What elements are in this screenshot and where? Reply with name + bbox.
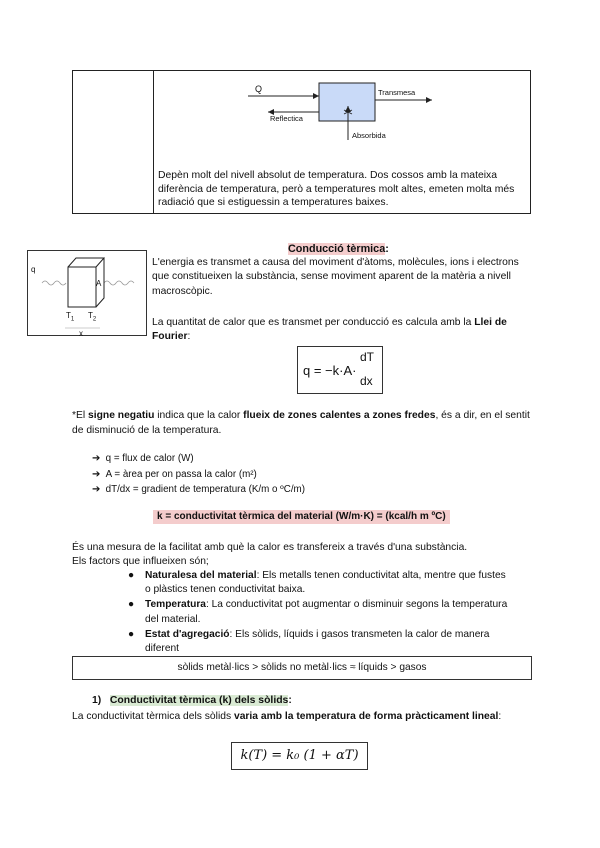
- k-definition: k = conductivitat tèrmica del material (W/m·K) = (kcal/h m ºC): [153, 510, 450, 524]
- conduction-q-label: q: [31, 265, 36, 274]
- list-item: ➔ A = àrea per on passa la calor (m²): [92, 468, 257, 480]
- fourier-paragraph: La quantitat de calor que es transmet per conducció es calcula amb la Llei de Fourier:: [152, 317, 507, 343]
- conduction-t2-label: $T_2$: [88, 311, 97, 323]
- list-item: ● Estat d'agregació: Els sòlids, líquids i gasos transmeten la calor de manera diferent: [128, 628, 490, 655]
- radiation-text: Depèn molt del nivell absolut de temperatura. Dos cossos amb la mateixa diferència de temperatura, però a temperatures molt altes, emeten molta més radiació que si estiguessin a temperatures baixes.: [158, 170, 515, 208]
- conduction-title-colon: :: [385, 243, 389, 255]
- conductivity-order: sòlids metàl·lics > sòlids no metàl·lics ≈ líquids > gasos: [177, 662, 427, 673]
- absorbed-label: Absorbida: [352, 131, 386, 140]
- q-label: Q: [255, 84, 263, 94]
- factors-intro: Els factors que influeixen són;: [72, 556, 209, 567]
- list-item: ● Temperatura: La conductivitat pot augmentar o disminuir segons la temperatura del material.: [128, 599, 508, 625]
- table-column-divider: [153, 71, 154, 213]
- transmitted-label: Transmesa: [378, 88, 416, 97]
- list-item: ➔ dT/dx = gradient de temperatura (K/m o ºC/m): [92, 484, 305, 495]
- conduction-area-label: A: [96, 279, 102, 288]
- section-1-heading: 1) Conductivitat tèrmica (k) dels sòlids:: [92, 695, 292, 706]
- formula-numerator: dT: [360, 350, 375, 364]
- fourier-formula: [297, 346, 383, 394]
- conduction-t1-label: $T_1$: [66, 311, 75, 323]
- negative-sign-note: *El signe negatiu indica que la calor flueix de zones calentes a zones fredes, és a dir, en el sentit de disminució de la temperatura.: [72, 410, 530, 436]
- measure-text: És una mesura de la facilitat amb què la calor es transfereix a través d'una substància.: [72, 542, 468, 553]
- conduction-intro: L'energia es transmet a causa del moviment d'àtoms, molècules, ions i electrons que constitueixen la substància, sense moviment aparent de la matèria a nivell macroscòpic.: [152, 257, 519, 297]
- conduction-title-text: Conducció tèrmica: [288, 243, 386, 255]
- conduction-title: [288, 243, 389, 255]
- solids-formula: k(T) = k₀ (1 + αT): [240, 748, 359, 763]
- solids-formula-box: [231, 742, 368, 770]
- list-item: ➔ q = flux de calor (W): [92, 453, 194, 464]
- formula-lhs: q = −k·A·: [303, 363, 357, 378]
- reflected-label: Reflectica: [270, 114, 303, 123]
- variable-list: [92, 451, 305, 498]
- formula-denominator: dx: [360, 374, 373, 388]
- list-item: ● Naturalesa del material: Els metalls tenen conductivitat alta, mentre que fustes o plàstics tenen conductivitat baixa.: [128, 570, 506, 596]
- body-block: [319, 83, 375, 121]
- conduction-x-label: x: [79, 329, 83, 338]
- factors-list: [128, 569, 508, 656]
- conduction-diagram: [27, 250, 147, 336]
- solids-paragraph: La conductivitat tèrmica dels sòlids varia amb la temperatura de forma pràcticament lineal:: [72, 711, 502, 722]
- conduction-cube-drawing: [28, 251, 146, 335]
- fourier-law-term: Llei de Fourier: [152, 317, 507, 343]
- conductivity-order-box: [72, 656, 532, 680]
